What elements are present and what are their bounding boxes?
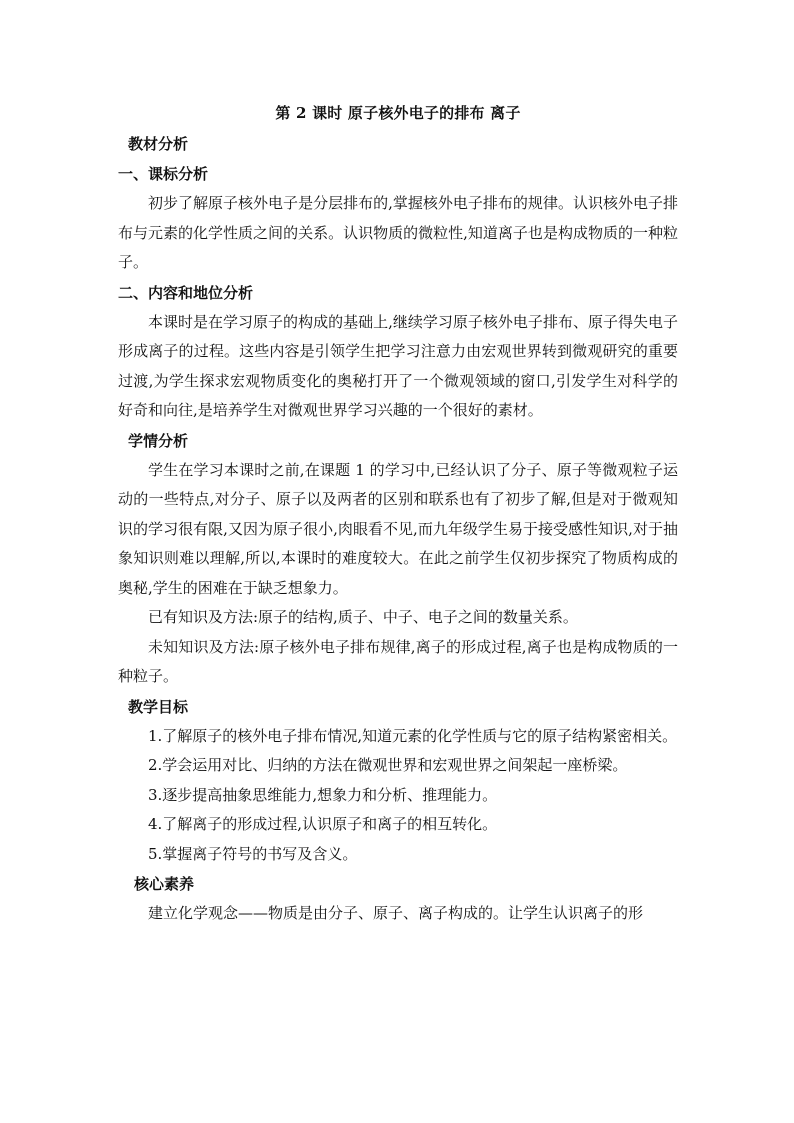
- paragraph: 初步了解原子核外电子是分层排布的,掌握核外电子排布的规律。认识核外电子排布与元素的化学性质之间的关系。认识物质的微粒性,知道离子也是构成物质的一种粒子。: [118, 194, 678, 271]
- objective-item: 5.掌握离子符号的书写及含义。: [148, 844, 358, 863]
- section-content-position-analysis: [118, 278, 678, 426]
- section-heading: 教学目标: [128, 697, 189, 716]
- section-heading: 学情分析: [128, 431, 189, 450]
- section-textbook-analysis: [118, 129, 678, 159]
- section-heading: 教材分析: [128, 135, 189, 153]
- paragraph: 建立化学观念——物质是由分子、原子、离子构成的。让学生认识离子的形: [148, 904, 644, 922]
- paragraph: 已有知识及方法:原子的结构,质子、中子、电子之间的数量关系。: [148, 608, 578, 626]
- section-teaching-objectives: [118, 692, 678, 870]
- section-heading: 核心素养: [134, 875, 195, 893]
- section-core-competencies: [118, 869, 678, 929]
- document-page: [118, 98, 678, 929]
- section-heading: 一、课标分析: [118, 165, 209, 183]
- objective-item: 3.逐步提高抽象思维能力,想象力和分析、推理能力。: [148, 785, 498, 804]
- objective-item: 1.了解原子的核外电子排布情况,知道元素的化学性质与它的原子结构紧密相关。: [148, 726, 678, 745]
- paragraph: 未知知识及方法:原子核外电子排布规律,离子的形成过程,离子也是构成物质的一种粒子。: [118, 637, 678, 685]
- section-curriculum-analysis: [118, 159, 678, 278]
- section-learner-analysis: [118, 426, 678, 692]
- paragraph: 学生在学习本课时之前,在课题 1 的学习中,已经认识了分子、原子等微观粒子运动的一些特点,对分子、原子以及两者的区别和联系也有了初步了解,但是对于微观知识的学习很有限,又因为原子很小,肉眼看不见,而九年级学生易于接受感性知识,对于抽象知识则难以理解,所以,本课时的难度较大。在此之前学生仅初步探究了物质构成的奥秘,学生的困难在于缺乏想象力。: [118, 460, 678, 597]
- document-title: 第 2 课时 原子核外电子的排布 离子: [275, 104, 521, 122]
- objective-item: 2.学会运用对比、归纳的方法在微观世界和宏观世界之间架起一座桥梁。: [148, 756, 628, 774]
- objective-item: 4.了解离子的形成过程,认识原子和离子的相互转化。: [148, 815, 498, 833]
- paragraph: 本课时是在学习原子的构成的基础上,继续学习原子核外电子排布、原子得失电子形成离子的过程。这些内容是引领学生把学习注意力由宏观世界转到微观研究的重要过渡,为学生探求宏观物质变化的奥秘打开了一个微观领域的窗口,引发学生对科学的好奇和向往,是培养学生对微观世界学习兴趣的一个很好的素材。: [118, 312, 678, 419]
- section-heading: 二、内容和地位分析: [118, 283, 254, 302]
